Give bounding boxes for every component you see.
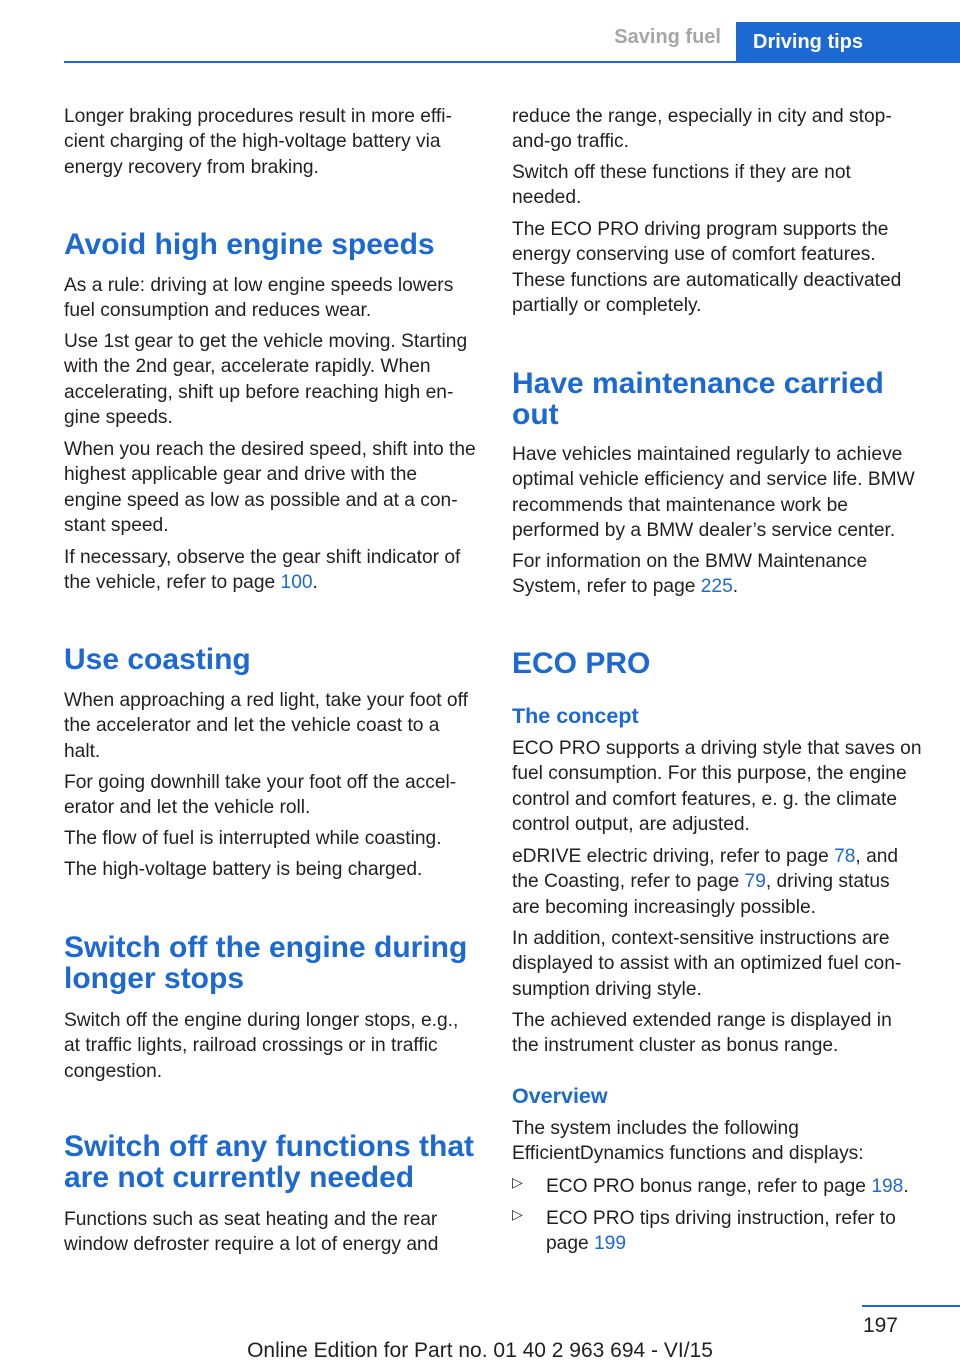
page-number: 197 bbox=[862, 1314, 898, 1337]
intro-paragraph: Longer braking procedures result in more efficient charging of the high-voltage battery via energy recovery from braking. bbox=[64, 106, 452, 178]
paragraph: Functions such as seat heating and the rear window defroster require a lot of energy and bbox=[64, 1209, 439, 1256]
bullet-text: ECO PRO bonus range, refer to page 198. bbox=[546, 1176, 909, 1197]
paragraph-maintenance-ref: For information on the BMW Maintenance System, refer to page 225. bbox=[512, 551, 868, 598]
header-tab-chapter bbox=[736, 22, 960, 62]
page-link-199[interactable]: 199 bbox=[594, 1233, 627, 1255]
paragraph: In addition, context-sensitive instructions are displayed to assist with an optimized fuel consumption driving style. bbox=[512, 928, 902, 1000]
paragraph-gear-shift-ref: If necessary, observe the gear shift indicator of the vehicle, refer to page 100. bbox=[64, 547, 461, 594]
triangle-bullet-icon: ▷ bbox=[512, 1206, 523, 1222]
page-link-225[interactable]: 225 bbox=[700, 576, 733, 598]
paragraph: The system includes the following EfficientDynamics functions and displays: bbox=[512, 1118, 864, 1165]
subheading-the-concept: The concept bbox=[512, 704, 639, 728]
header-tab-section: Saving fuel bbox=[614, 26, 721, 48]
paragraph: When you reach the desired speed, shift into the highest applicable gear and drive with the engine speed as low as possible and at a constant speed. bbox=[64, 439, 476, 537]
heading-maintenance: Have maintenance carried out bbox=[512, 367, 884, 431]
heading-use-coasting: Use coasting bbox=[64, 643, 251, 676]
page-link-100[interactable]: 100 bbox=[280, 572, 313, 594]
heading-switch-off-engine: Switch off the engine during longer stops bbox=[64, 931, 468, 995]
paragraph: When approaching a red light, take your foot off the accelerator and let the vehicle coast to a halt. bbox=[64, 690, 468, 762]
paragraph: ECO PRO supports a driving style that saves on fuel consumption. For this purpose, the engine control and comfort features, e. g. the climate control output, are adjusted. bbox=[512, 738, 922, 836]
paragraph: For going downhill take your foot off the accelerator and let the vehicle roll. bbox=[64, 772, 457, 819]
heading-switch-off-functions: Switch off any functions that are not currently needed bbox=[64, 1130, 474, 1194]
paragraph: Have vehicles maintained regularly to achieve optimal vehicle efficiency and service life. BMW recommends that maintenance work be performed by a BMW dealer’s service center. bbox=[512, 444, 915, 542]
paragraph: As a rule: driving at low engine speeds lowers fuel consumption and reduces wear. bbox=[64, 275, 454, 322]
subheading-overview: Overview bbox=[512, 1084, 608, 1108]
footer-rule bbox=[862, 1305, 960, 1307]
continued-paragraph: reduce the range, especially in city and stop-and-go traffic. bbox=[512, 106, 892, 153]
paragraph: Use 1st gear to get the vehicle moving. Starting with the 2nd gear, accelerate rapidly. When accelerating, shift up before reaching high engine speeds. bbox=[64, 331, 468, 429]
paragraph-edrive-ref: eDRIVE electric driving, refer to page 78, and the Coasting, refer to page 79, driving status are becoming increasingly possible. bbox=[512, 846, 899, 918]
page-link-198[interactable]: 198 bbox=[871, 1176, 904, 1197]
paragraph: The flow of fuel is interrupted while coasting. bbox=[64, 828, 442, 849]
paragraph: The achieved extended range is displayed in the instrument cluster as bonus range. bbox=[512, 1010, 892, 1057]
bullet-text: ECO PRO tips driving instruction, refer to page 199 bbox=[546, 1208, 896, 1255]
heading-eco-pro: ECO PRO bbox=[512, 647, 651, 680]
paragraph: The ECO PRO driving program supports the energy conserving use of comfort features. These functions are automatically deactivated partially or completely. bbox=[512, 219, 902, 317]
online-edition-footer: Online Edition for Part no. 01 40 2 963 694 - VI/15 bbox=[247, 1339, 713, 1362]
triangle-bullet-icon: ▷ bbox=[512, 1174, 523, 1190]
heading-avoid-high-engine-speeds: Avoid high engine speeds bbox=[64, 228, 435, 261]
paragraph: The high-voltage battery is being charged. bbox=[64, 859, 423, 880]
page-link-79[interactable]: 79 bbox=[744, 871, 766, 893]
page-link-78[interactable]: 78 bbox=[834, 846, 856, 867]
header-rule bbox=[64, 61, 960, 63]
paragraph: Switch off the engine during longer stops, e.g., at traffic lights, railroad crossings or in traffic congestion. bbox=[64, 1010, 459, 1082]
header-chapter-label: Driving tips bbox=[753, 30, 864, 53]
paragraph: Switch off these functions if they are not needed. bbox=[512, 162, 851, 209]
